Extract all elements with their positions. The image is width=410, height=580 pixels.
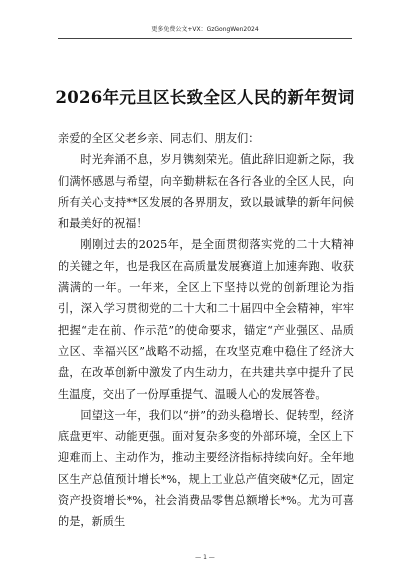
document-title: 2026年元旦区长致全区人民的新年贺词: [55, 88, 355, 107]
salutation: 亲爱的全区父老乡亲、同志们、朋友们：: [58, 132, 260, 145]
paragraph: 刚刚过去的2025年，是全面贯彻落实党的二十大精神的关键之年，也是我区在高质量发展赛道上加速奔跑、收获满满的一年。一年来，全区上下坚持以党的创新理论为指引，深入学习贯彻党的二十大和二十届四中全会精神，牢牢把握“走在前、作示范”的使命要求，锚定“产业强区、品质立区、幸福兴区”战略不动摇，在攻坚克难中稳住了经济大盘，在改革创新中激发了内生动力，在共建共享中提升了民生温度，交出了一份厚重提气、温暖人心的发展答卷。: [58, 238, 354, 401]
paragraph: 时光奔涌不息，岁月镌刻荣光。值此辞旧迎新之际，我们满怀感恩与希望，向辛勤耕耘在各行各业的全区人民，向所有关心支持**区发展的各界朋友，致以最诚挚的新年问候和最美好的祝福！: [58, 153, 354, 231]
header-note: 更多免费公文+VX：GzGongWen2024: [151, 26, 259, 33]
header-divider: [58, 38, 352, 39]
document-body: [58, 128, 354, 533]
page-number: — 1 —: [195, 554, 215, 561]
paragraph: 回望这一年，我们以“拼”的劲头稳增长、促转型，经济底盘更牢、动能更强。面对复杂多变的外部环境，全区上下迎难而上、主动作为，推动主要经济指标持续向好。全年地区生产总值预计增长*%，规上工业总产值突破*亿元，固定资产投资增长*%，社会消费品零售总额增长*%。尤为可喜的是，新质生: [58, 408, 354, 529]
